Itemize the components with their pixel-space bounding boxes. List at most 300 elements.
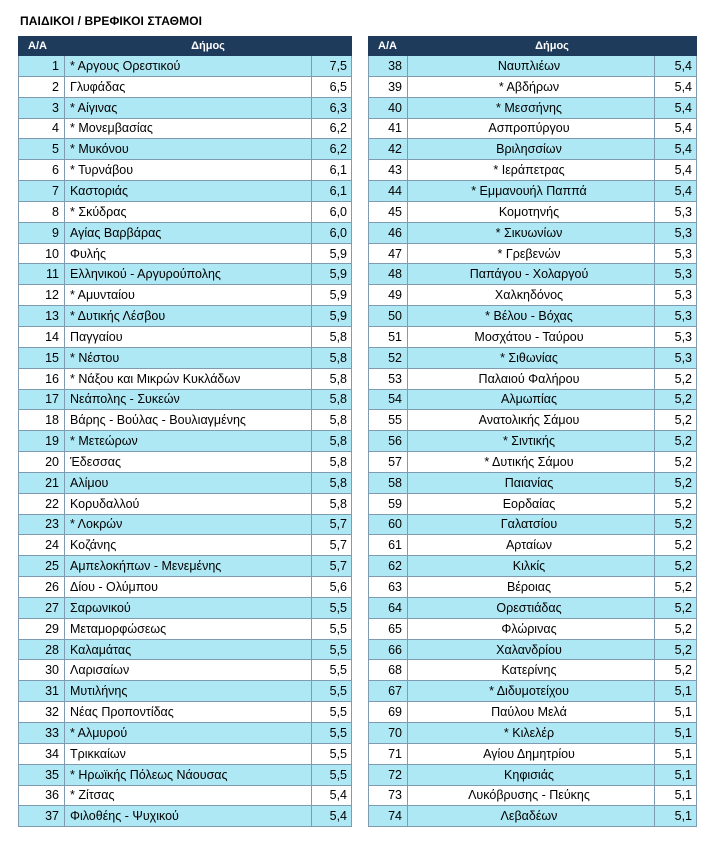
- ranking-table-right: [368, 36, 697, 827]
- table-row: [369, 785, 697, 806]
- municipality-name: * Ιεράπετρας: [408, 160, 655, 181]
- row-number: 17: [19, 389, 65, 410]
- score-value: 5,8: [312, 493, 352, 514]
- table-row: [369, 56, 697, 77]
- municipality-name: * Δυτικής Λέσβου: [65, 306, 312, 327]
- score-value: 5,4: [655, 181, 697, 202]
- table-row: [19, 222, 352, 243]
- score-value: 6,1: [312, 160, 352, 181]
- municipality-name: Αλμωπίας: [408, 389, 655, 410]
- row-number: 23: [19, 514, 65, 535]
- table-row: [369, 743, 697, 764]
- row-number: 53: [369, 368, 408, 389]
- table-row: [369, 118, 697, 139]
- row-number: 16: [19, 368, 65, 389]
- table-row: [369, 597, 697, 618]
- table-row: [19, 347, 352, 368]
- row-number: 52: [369, 347, 408, 368]
- municipality-name: * Λοκρών: [65, 514, 312, 535]
- row-number: 47: [369, 243, 408, 264]
- municipality-name: Σαρωνικού: [65, 597, 312, 618]
- row-number: 24: [19, 535, 65, 556]
- table-row: [369, 326, 697, 347]
- table-row: [369, 306, 697, 327]
- row-number: 3: [19, 97, 65, 118]
- municipality-name: Κηφισιάς: [408, 764, 655, 785]
- table-row: [369, 243, 697, 264]
- municipality-name: * Ηρωϊκής Πόλεως Νάουσας: [65, 764, 312, 785]
- table-row: [369, 389, 697, 410]
- score-value: 5,4: [312, 785, 352, 806]
- score-value: 5,2: [655, 639, 697, 660]
- row-number: 32: [19, 702, 65, 723]
- municipality-name: Κορυδαλλού: [65, 493, 312, 514]
- municipality-name: * Νάξου και Μικρών Κυκλάδων: [65, 368, 312, 389]
- municipality-name: * Διδυμοτείχου: [408, 681, 655, 702]
- row-number: 71: [369, 743, 408, 764]
- municipality-name: Κατερίνης: [408, 660, 655, 681]
- table-row: [19, 472, 352, 493]
- score-value: 5,2: [655, 493, 697, 514]
- row-number: 64: [369, 597, 408, 618]
- municipality-name: Βάρης - Βούλας - Βουλιαγμένης: [65, 410, 312, 431]
- municipality-name: Χαλανδρίου: [408, 639, 655, 660]
- score-value: 5,4: [312, 806, 352, 827]
- table-row: [19, 76, 352, 97]
- row-number: 68: [369, 660, 408, 681]
- municipality-name: Μεταμορφώσεως: [65, 618, 312, 639]
- score-value: 5,9: [312, 264, 352, 285]
- table-row: [19, 785, 352, 806]
- page-title: ΠΑΙΔΙΚΟΙ / ΒΡΕΦΙΚΟΙ ΣΤΑΘΜΟΙ: [20, 14, 203, 28]
- score-value: 5,2: [655, 597, 697, 618]
- row-number: 4: [19, 118, 65, 139]
- score-value: 5,9: [312, 306, 352, 327]
- municipality-name: * Γρεβενών: [408, 243, 655, 264]
- row-number: 45: [369, 201, 408, 222]
- score-value: 5,4: [655, 118, 697, 139]
- table-row: [19, 660, 352, 681]
- table-row: [369, 160, 697, 181]
- table-row: [369, 723, 697, 744]
- table-row: [19, 97, 352, 118]
- row-number: 72: [369, 764, 408, 785]
- row-number: 39: [369, 76, 408, 97]
- row-number: 5: [19, 139, 65, 160]
- score-value: 5,3: [655, 347, 697, 368]
- table-row: [19, 118, 352, 139]
- score-value: 5,8: [312, 368, 352, 389]
- row-number: 33: [19, 723, 65, 744]
- row-number: 19: [19, 431, 65, 452]
- row-number: 56: [369, 431, 408, 452]
- row-number: 34: [19, 743, 65, 764]
- municipality-name: Γαλατσίου: [408, 514, 655, 535]
- municipality-name: Παγγαίου: [65, 326, 312, 347]
- table-row: [19, 452, 352, 473]
- municipality-name: Νέας Προποντίδας: [65, 702, 312, 723]
- score-value: 6,2: [312, 118, 352, 139]
- row-number: 28: [19, 639, 65, 660]
- row-number: 40: [369, 97, 408, 118]
- table-row: [369, 639, 697, 660]
- municipality-name: * Σκύδρας: [65, 201, 312, 222]
- row-number: 2: [19, 76, 65, 97]
- table-row: [19, 181, 352, 202]
- municipality-name: Φυλής: [65, 243, 312, 264]
- table-row: [369, 702, 697, 723]
- score-value: 5,5: [312, 743, 352, 764]
- municipality-name: * Ζίτσας: [65, 785, 312, 806]
- municipality-name: * Αλμυρού: [65, 723, 312, 744]
- municipality-name: Αγίου Δημητρίου: [408, 743, 655, 764]
- municipality-name: Εορδαίας: [408, 493, 655, 514]
- score-value: 5,1: [655, 785, 697, 806]
- score-value: 6,2: [312, 139, 352, 160]
- table-row: [19, 410, 352, 431]
- table-row: [369, 431, 697, 452]
- row-number: 36: [19, 785, 65, 806]
- municipality-name: Καστοριάς: [65, 181, 312, 202]
- score-value: 5,1: [655, 764, 697, 785]
- municipality-name: Τρικκαίων: [65, 743, 312, 764]
- score-value: 5,1: [655, 723, 697, 744]
- score-value: 5,2: [655, 452, 697, 473]
- table-row: [19, 743, 352, 764]
- municipality-name: * Μυκόνου: [65, 139, 312, 160]
- table-row: [369, 535, 697, 556]
- municipality-name: * Αμυνταίου: [65, 285, 312, 306]
- score-value: 5,5: [312, 764, 352, 785]
- municipality-name: Χαλκηδόνος: [408, 285, 655, 306]
- score-value: 5,7: [312, 556, 352, 577]
- municipality-name: Κομοτηνής: [408, 201, 655, 222]
- row-number: 62: [369, 556, 408, 577]
- score-value: 5,5: [312, 702, 352, 723]
- score-value: 5,2: [655, 389, 697, 410]
- table-row: [369, 493, 697, 514]
- table-row: [369, 452, 697, 473]
- municipality-name: Λαρισαίων: [65, 660, 312, 681]
- municipality-name: * Σιντικής: [408, 431, 655, 452]
- municipality-name: * Αβδήρων: [408, 76, 655, 97]
- score-value: 5,8: [312, 347, 352, 368]
- table-row: [19, 702, 352, 723]
- table-row: [369, 764, 697, 785]
- row-number: 59: [369, 493, 408, 514]
- municipality-name: Βριλησσίων: [408, 139, 655, 160]
- municipality-name: Φλώρινας: [408, 618, 655, 639]
- row-number: 38: [369, 56, 408, 77]
- table-row: [369, 556, 697, 577]
- table-row: [19, 306, 352, 327]
- table-row: [369, 368, 697, 389]
- row-number: 57: [369, 452, 408, 473]
- municipality-name: Παύλου Μελά: [408, 702, 655, 723]
- municipality-name: * Εμμανουήλ Παππά: [408, 181, 655, 202]
- table-row: [369, 285, 697, 306]
- row-number: 30: [19, 660, 65, 681]
- score-value: 5,5: [312, 639, 352, 660]
- row-number: 31: [19, 681, 65, 702]
- table-row: [369, 410, 697, 431]
- table-row: [369, 681, 697, 702]
- table-row: [19, 514, 352, 535]
- table-row: [369, 76, 697, 97]
- row-number: 9: [19, 222, 65, 243]
- score-value: 5,6: [312, 577, 352, 598]
- score-value: 5,7: [312, 514, 352, 535]
- score-value: 5,5: [312, 660, 352, 681]
- municipality-name: Ελληνικού - Αργυρούπολης: [65, 264, 312, 285]
- table-row: [19, 535, 352, 556]
- row-number: 60: [369, 514, 408, 535]
- municipality-name: * Δυτικής Σάμου: [408, 452, 655, 473]
- score-value: 5,3: [655, 222, 697, 243]
- row-number: 41: [369, 118, 408, 139]
- municipality-name: Ασπροπύργου: [408, 118, 655, 139]
- table-row: [369, 514, 697, 535]
- score-value: 5,4: [655, 97, 697, 118]
- score-value: 6,0: [312, 222, 352, 243]
- municipality-name: Μυτιλήνης: [65, 681, 312, 702]
- table-header-row: [19, 37, 352, 56]
- score-value: 5,8: [312, 472, 352, 493]
- score-value: 5,2: [655, 556, 697, 577]
- municipality-name: Γλυφάδας: [65, 76, 312, 97]
- score-value: 5,5: [312, 618, 352, 639]
- row-number: 42: [369, 139, 408, 160]
- header-dimos: Δήμος: [65, 37, 352, 56]
- row-number: 50: [369, 306, 408, 327]
- municipality-name: * Νέστου: [65, 347, 312, 368]
- score-value: 5,4: [655, 160, 697, 181]
- row-number: 27: [19, 597, 65, 618]
- row-number: 11: [19, 264, 65, 285]
- table-row: [19, 160, 352, 181]
- municipality-name: Αρταίων: [408, 535, 655, 556]
- score-value: 6,1: [312, 181, 352, 202]
- score-value: 5,8: [312, 326, 352, 347]
- municipality-name: Παπάγου - Χολαργού: [408, 264, 655, 285]
- score-value: 5,4: [655, 76, 697, 97]
- score-value: 5,3: [655, 201, 697, 222]
- table-row: [19, 368, 352, 389]
- municipality-name: Αμπελοκήπων - Μενεμένης: [65, 556, 312, 577]
- score-value: 5,2: [655, 577, 697, 598]
- table-row: [19, 723, 352, 744]
- score-value: 5,7: [312, 535, 352, 556]
- row-number: 22: [19, 493, 65, 514]
- row-number: 44: [369, 181, 408, 202]
- municipality-name: Νεάπολης - Συκεών: [65, 389, 312, 410]
- municipality-name: Καλαμάτας: [65, 639, 312, 660]
- table-row: [19, 618, 352, 639]
- municipality-name: Μοσχάτου - Ταύρου: [408, 326, 655, 347]
- table-row: [19, 577, 352, 598]
- municipality-name: Αγίας Βαρβάρας: [65, 222, 312, 243]
- row-number: 14: [19, 326, 65, 347]
- score-value: 5,2: [655, 410, 697, 431]
- municipality-name: Αλίμου: [65, 472, 312, 493]
- score-value: 5,9: [312, 243, 352, 264]
- municipality-name: Έδεσσας: [65, 452, 312, 473]
- table-row: [369, 264, 697, 285]
- municipality-name: Ανατολικής Σάμου: [408, 410, 655, 431]
- score-value: 5,2: [655, 431, 697, 452]
- score-value: 5,3: [655, 285, 697, 306]
- table-row: [19, 681, 352, 702]
- municipality-name: Ορεστιάδας: [408, 597, 655, 618]
- score-value: 5,2: [655, 368, 697, 389]
- municipality-name: Δίου - Ολύμπου: [65, 577, 312, 598]
- table-row: [19, 243, 352, 264]
- municipality-name: Παιανίας: [408, 472, 655, 493]
- table-row: [19, 431, 352, 452]
- table-row: [19, 389, 352, 410]
- table-body-left: [19, 56, 352, 827]
- municipality-name: Παλαιού Φαλήρου: [408, 368, 655, 389]
- row-number: 63: [369, 577, 408, 598]
- municipality-name: * Σικυωνίων: [408, 222, 655, 243]
- table-row: [19, 201, 352, 222]
- municipality-name: * Μεσσήνης: [408, 97, 655, 118]
- row-number: 8: [19, 201, 65, 222]
- table-row: [369, 660, 697, 681]
- municipality-name: Κιλκίς: [408, 556, 655, 577]
- table-row: [19, 597, 352, 618]
- row-number: 12: [19, 285, 65, 306]
- table-row: [369, 806, 697, 827]
- municipality-name: * Τυρνάβου: [65, 160, 312, 181]
- score-value: 5,5: [312, 681, 352, 702]
- score-value: 5,8: [312, 389, 352, 410]
- municipality-name: Κοζάνης: [65, 535, 312, 556]
- row-number: 48: [369, 264, 408, 285]
- score-value: 5,2: [655, 618, 697, 639]
- row-number: 7: [19, 181, 65, 202]
- row-number: 15: [19, 347, 65, 368]
- row-number: 74: [369, 806, 408, 827]
- score-value: 5,9: [312, 285, 352, 306]
- row-number: 26: [19, 577, 65, 598]
- score-value: 6,3: [312, 97, 352, 118]
- table-row: [369, 222, 697, 243]
- row-number: 49: [369, 285, 408, 306]
- header-dimos: Δήμος: [408, 37, 697, 56]
- row-number: 73: [369, 785, 408, 806]
- table-row: [19, 56, 352, 77]
- row-number: 37: [19, 806, 65, 827]
- row-number: 35: [19, 764, 65, 785]
- header-aa: Α/Α: [19, 37, 65, 56]
- row-number: 29: [19, 618, 65, 639]
- municipality-name: Βέροιας: [408, 577, 655, 598]
- table-row: [369, 618, 697, 639]
- row-number: 46: [369, 222, 408, 243]
- table-row: [369, 472, 697, 493]
- row-number: 51: [369, 326, 408, 347]
- municipality-name: * Σιθωνίας: [408, 347, 655, 368]
- score-value: 7,5: [312, 56, 352, 77]
- score-value: 5,2: [655, 535, 697, 556]
- municipality-name: * Βέλου - Βόχας: [408, 306, 655, 327]
- table-row: [19, 764, 352, 785]
- table-row: [19, 264, 352, 285]
- table-row: [369, 201, 697, 222]
- score-value: 5,8: [312, 410, 352, 431]
- score-value: 5,1: [655, 681, 697, 702]
- row-number: 69: [369, 702, 408, 723]
- score-value: 5,2: [655, 660, 697, 681]
- municipality-name: * Κιλελέρ: [408, 723, 655, 744]
- table-row: [369, 181, 697, 202]
- table-row: [19, 139, 352, 160]
- row-number: 55: [369, 410, 408, 431]
- table-row: [19, 493, 352, 514]
- municipality-name: * Μετεώρων: [65, 431, 312, 452]
- table-row: [369, 347, 697, 368]
- row-number: 58: [369, 472, 408, 493]
- header-aa: Α/Α: [369, 37, 408, 56]
- row-number: 66: [369, 639, 408, 660]
- score-value: 5,3: [655, 306, 697, 327]
- municipality-name: Λυκόβρυσης - Πεύκης: [408, 785, 655, 806]
- score-value: 5,3: [655, 264, 697, 285]
- score-value: 5,8: [312, 431, 352, 452]
- score-value: 5,5: [312, 597, 352, 618]
- table-row: [369, 139, 697, 160]
- municipality-name: Ναυπλιέων: [408, 56, 655, 77]
- row-number: 6: [19, 160, 65, 181]
- row-number: 70: [369, 723, 408, 744]
- table-row: [369, 97, 697, 118]
- row-number: 67: [369, 681, 408, 702]
- table-row: [19, 326, 352, 347]
- ranking-table-left: [18, 36, 352, 827]
- municipality-name: Φιλοθέης - Ψυχικού: [65, 806, 312, 827]
- row-number: 54: [369, 389, 408, 410]
- score-value: 5,4: [655, 139, 697, 160]
- table-row: [19, 556, 352, 577]
- score-value: 5,3: [655, 326, 697, 347]
- table-header-row: [369, 37, 697, 56]
- table-row: [19, 285, 352, 306]
- table-row: [369, 577, 697, 598]
- score-value: 6,0: [312, 201, 352, 222]
- row-number: 21: [19, 472, 65, 493]
- score-value: 5,2: [655, 514, 697, 535]
- score-value: 5,1: [655, 806, 697, 827]
- score-value: 6,5: [312, 76, 352, 97]
- row-number: 13: [19, 306, 65, 327]
- row-number: 20: [19, 452, 65, 473]
- row-number: 18: [19, 410, 65, 431]
- score-value: 5,8: [312, 452, 352, 473]
- municipality-name: * Αίγινας: [65, 97, 312, 118]
- municipality-name: * Μονεμβασίας: [65, 118, 312, 139]
- score-value: 5,5: [312, 723, 352, 744]
- row-number: 10: [19, 243, 65, 264]
- row-number: 61: [369, 535, 408, 556]
- score-value: 5,4: [655, 56, 697, 77]
- table-row: [19, 639, 352, 660]
- row-number: 43: [369, 160, 408, 181]
- row-number: 25: [19, 556, 65, 577]
- score-value: 5,1: [655, 743, 697, 764]
- table-row: [19, 806, 352, 827]
- table-body-right: [369, 56, 697, 827]
